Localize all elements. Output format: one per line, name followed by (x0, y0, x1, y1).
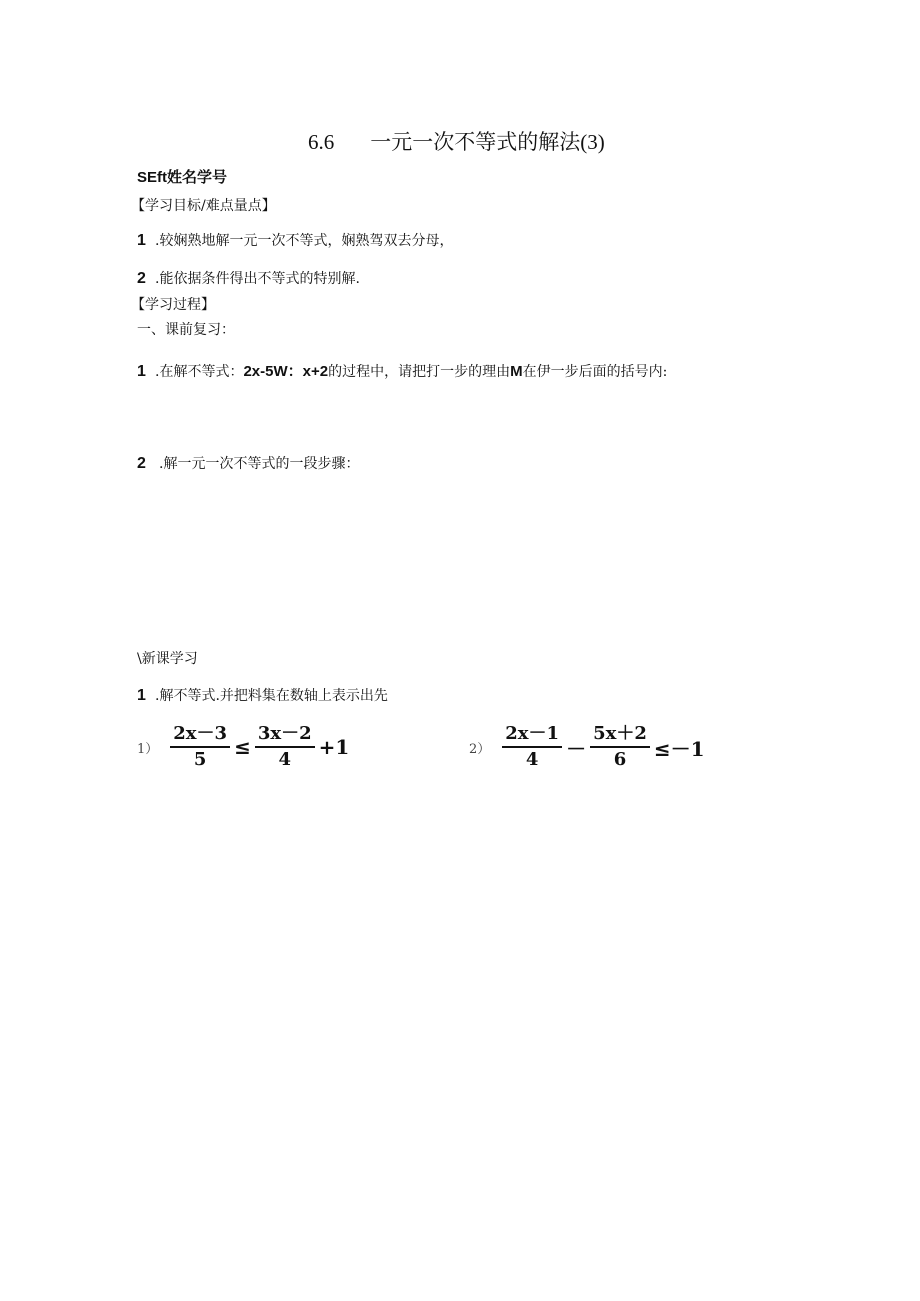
review-1-text-a: .在解不等式： (155, 364, 244, 380)
review-1-inequality: 2x-5W：x+2 (243, 363, 329, 380)
problem-1-tail: +1 (318, 735, 350, 759)
problem-1-label: 1） (137, 741, 159, 757)
section-process-heading: 【学习过程】 (131, 297, 215, 313)
review-item-2 (137, 453, 359, 473)
fraction-numerator: 2x－3 (170, 724, 230, 748)
goal-2-number: 2 (137, 270, 146, 287)
problem-2-label: 2） (469, 741, 491, 757)
title-text: 一元一次不等式的解法(3) (370, 130, 605, 154)
fraction-denominator: 6 (613, 749, 627, 770)
new-1-number: 1 (137, 687, 146, 704)
fraction-denominator: 4 (525, 749, 539, 770)
goal-2-text: .能依据条件得出不等式的特别解. (155, 271, 360, 287)
goal-1-text: .较娴熟地解一元一次不等式，娴熟驾双去分母， (155, 233, 454, 249)
problem-2-tail: ≤－1 (653, 736, 705, 761)
problem-2-inequality (469, 724, 707, 770)
review-1-bold-m: M (510, 363, 523, 380)
fraction-numerator: 3x－2 (255, 724, 315, 748)
review-1-text-c: 在伊一步后面的括号内: (522, 364, 668, 380)
fraction-numerator: 5x＋2 (590, 724, 650, 748)
title-number: 6.6 (308, 130, 335, 154)
goal-item-2 (137, 268, 360, 288)
section-goals-heading: 【学习目标/难点量点】 (131, 198, 276, 214)
problem-2-fraction-right (590, 724, 650, 770)
goal-1-number: 1 (137, 232, 146, 249)
review-item-1 (137, 360, 667, 381)
new-1-text: .解不等式.并把料集在数轴上表示出先 (155, 688, 388, 704)
page-title (308, 126, 605, 156)
student-info-line: SEft姓名学号 (137, 169, 228, 186)
problem-1-fraction-left (170, 724, 230, 770)
fraction-denominator: 5 (193, 749, 207, 770)
goal-item-1 (137, 230, 453, 250)
fraction-numerator: 2x－1 (502, 724, 562, 748)
problem-1-fraction-right (255, 724, 315, 770)
review-1-number: 1 (137, 363, 146, 380)
problem-2-operator: － (566, 736, 587, 761)
review-2-text: .解一元一次不等式的一段步骤： (159, 456, 360, 472)
new-lesson-heading: \新课学习 (137, 651, 198, 667)
problem-2-fraction-left (502, 724, 562, 770)
problem-1-operator: ≤ (234, 735, 251, 759)
problem-1-inequality (137, 724, 351, 770)
fraction-denominator: 4 (278, 749, 291, 770)
new-lesson-item-1 (137, 685, 388, 705)
review-1-text-b: 的过程中，请把打一步的理由 (328, 364, 511, 380)
review-2-number: 2 (137, 455, 146, 472)
review-heading: 一、课前复习： (137, 322, 235, 338)
